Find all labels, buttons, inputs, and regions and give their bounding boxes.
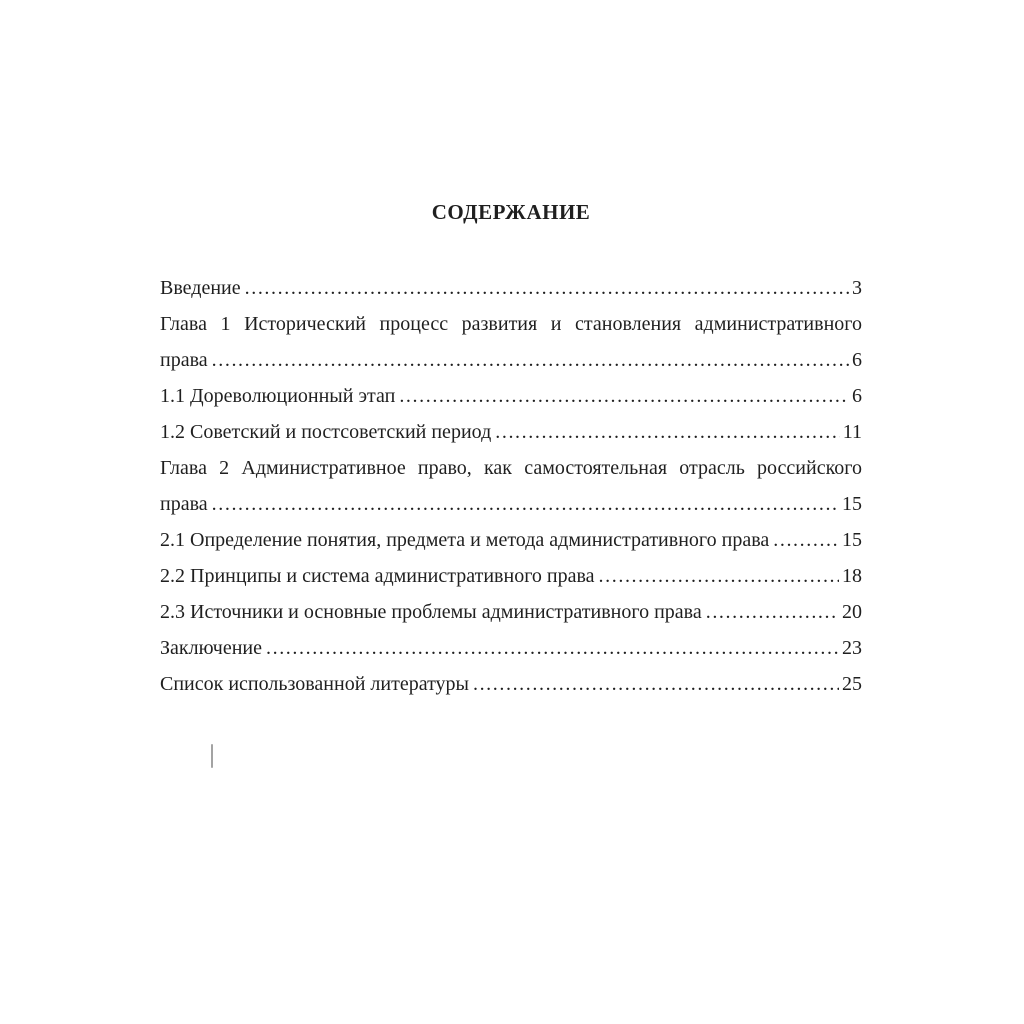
toc-entry-page: 25 bbox=[842, 673, 862, 695]
toc-entry-page: 20 bbox=[842, 601, 862, 623]
toc-entry-label: 1.2 Советский и постсоветский период bbox=[160, 421, 492, 443]
toc-entry-label: Глава 2 Административное право, как самостоятельная отрасль российского bbox=[160, 457, 862, 479]
dot-leader bbox=[245, 270, 849, 306]
toc-entry-label: 1.1 Дореволюционный этап bbox=[160, 385, 396, 407]
toc-entry-page: 6 bbox=[852, 385, 862, 407]
toc-entry[interactable] bbox=[160, 378, 862, 414]
dot-leader bbox=[473, 666, 839, 702]
toc-entry-label: 2.1 Определение понятия, предмета и метода административного права bbox=[160, 529, 770, 551]
dot-leader bbox=[706, 594, 839, 630]
dot-leader bbox=[773, 522, 839, 558]
toc-entry[interactable] bbox=[160, 522, 862, 558]
page-title: СОДЕРЖАНИЕ bbox=[431, 200, 591, 224]
dot-leader bbox=[266, 630, 839, 666]
toc-entry[interactable] bbox=[160, 594, 862, 630]
toc-entry[interactable] bbox=[160, 414, 862, 450]
toc-entry[interactable] bbox=[160, 342, 862, 378]
toc-entry-label: Введение bbox=[160, 277, 241, 299]
dot-leader bbox=[599, 558, 839, 594]
toc-entry-page: 18 bbox=[842, 565, 862, 587]
table-of-contents bbox=[160, 270, 862, 702]
toc-entry-page: 15 bbox=[842, 529, 862, 551]
toc-entry[interactable] bbox=[160, 558, 862, 594]
toc-entry-page: 15 bbox=[842, 493, 862, 515]
dot-leader bbox=[399, 378, 849, 414]
toc-entry-label: Глава 1 Исторический процесс развития и становления административного bbox=[160, 313, 862, 335]
toc-entry[interactable] bbox=[160, 630, 862, 666]
toc-entry-label: права bbox=[160, 349, 208, 371]
toc-entry[interactable] bbox=[160, 486, 862, 522]
toc-entry-label: права bbox=[160, 493, 208, 515]
toc-entry-page: 11 bbox=[842, 421, 862, 443]
toc-entry[interactable] bbox=[160, 450, 862, 486]
text-cursor bbox=[211, 744, 213, 768]
toc-entry-label: 2.2 Принципы и система административного права bbox=[160, 565, 595, 587]
toc-entry-label: Список использованной литературы bbox=[160, 673, 469, 695]
toc-entry-page: 3 bbox=[852, 277, 862, 299]
dot-leader bbox=[495, 414, 839, 450]
toc-entry-page: 6 bbox=[852, 349, 862, 371]
toc-entry[interactable] bbox=[160, 306, 862, 342]
dot-leader bbox=[212, 486, 839, 522]
toc-entry-label: Заключение bbox=[160, 637, 262, 659]
toc-entry[interactable] bbox=[160, 666, 862, 702]
dot-leader bbox=[212, 342, 849, 378]
toc-entry[interactable] bbox=[160, 270, 862, 306]
toc-entry-label: 2.3 Источники и основные проблемы административного права bbox=[160, 601, 702, 623]
toc-entry-page: 23 bbox=[842, 637, 862, 659]
